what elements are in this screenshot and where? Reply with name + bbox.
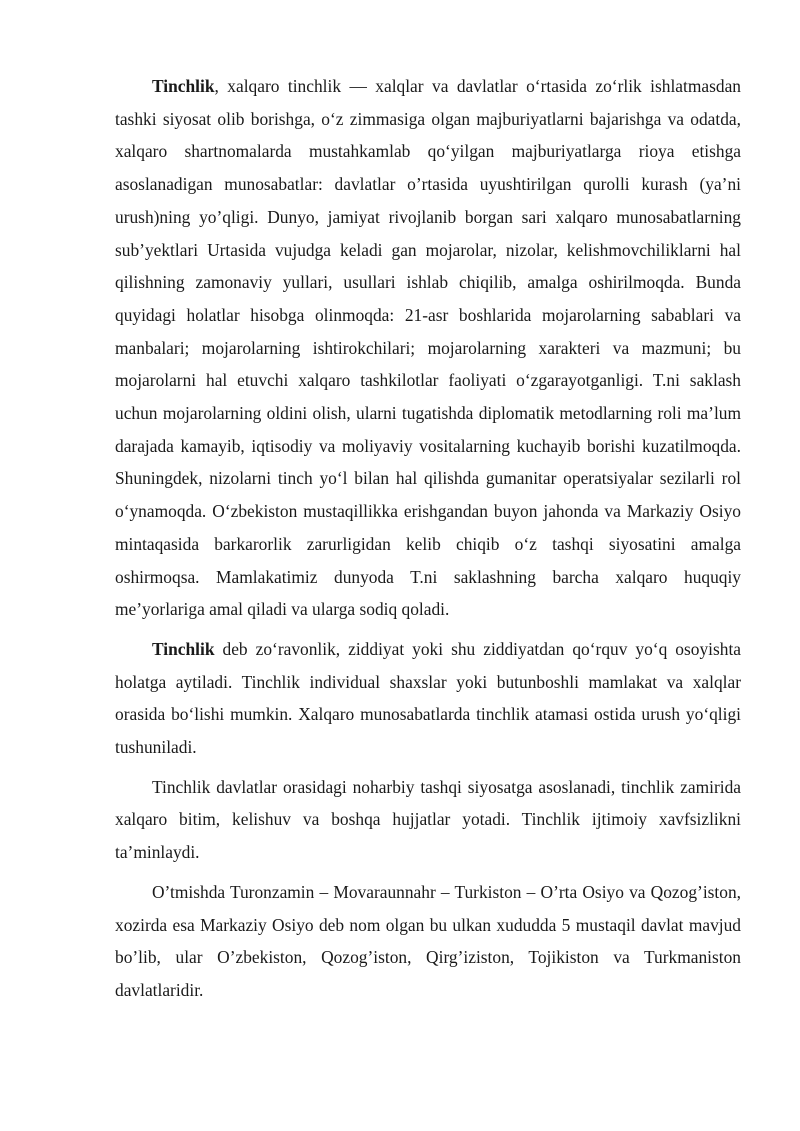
paragraph-2: [115, 633, 741, 764]
paragraph-4-text: O’tmishda Turonzamin – Movaraunnahr – Turkiston – O’rta Osiyo va Qozog’iston, xozirda esa Markaziy Osiyo deb nom olgan bu ulkan xududda 5 mustaqil davlat mavjud bo’lib, ular O’zbekiston, Qozog’iston, Qirg’iziston, Tojikiston va Turkmaniston davlatlaridir.: [115, 881, 741, 1000]
document-page: [115, 70, 741, 1007]
paragraph-1: [115, 70, 741, 626]
paragraph-3-text: Tinchlik davlatlar orasidagi noharbiy tashqi siyosatga asoslanadi, tinchlik zamirida xalqaro bitim, kelishuv va boshqa hujjatlar yotadi. Tinchlik ijtimoiy xavfsizlikni ta’minlaydi.: [115, 776, 741, 863]
paragraph-4: [115, 876, 741, 1007]
paragraph-2-text: deb zoʻravonlik, ziddiyat yoki shu ziddiyatdan qoʻrquv yoʻq osoyishta holatga aytiladi. Tinchlik individual shaxslar yoki butunboshli mamlakat va xalqlar orasida boʻlishi mumkin. Xalqaro munosabatlarda tinchlik atamasi ostida urush yoʻqligi tushuniladi.: [115, 638, 741, 758]
paragraph-1-text: , xalqaro tinchlik — xalqlar va davlatlar oʻrtasida zoʻrlik ishlatmasdan tashki siyosat olib borishga, oʻz zimmasiga olgan majburiyatlarni bajarishga va odatda, xalqaro shartnomalarda mustahkamlab qoʻyilgan majburiyatlarga rioya etishga asoslanadigan munosabatlar: davlatlar o’rtasida uyushtirilgan qurolli kurash (ya’ni urush)ning yo’qligi. Dunyo, jamiyat rivojlanib borgan sari xalqaro munosabatlarning sub’yektlari Urtasida vujudga keladi gan mojarolar, nizolar, kelishmovchiliklarni hal qilishning zamonaviy yullari, usullari ishlab chiqilib, amalga oshirilmoqda. Bunda quyidagi holatlar hisobga olinmoqda: 21-asr boshlarida mojarolarning sabablari va manbalari; mojarolarning ishtirokchilari; mojarolarning xarakteri va mazmuni; bu mojarolarni hal etuvchi xalqaro tashkilotlar faoliyati oʻzgarayotganligi. T.ni saklash uchun mojarolarning oldini olish, ularni tugatishda diplomatik metodlarning roli ma’lum darajada kamayib, iqtisodiy va moliyaviy vositalarning kuchayib borishi kuzatilmoqda. Shuningdek, nizolarni tinch yoʻl bilan hal qilishda gumanitar operatsiyalar sezilarli rol oʻynamoqda. Oʻzbekiston mustaqillikka erishgandan buyon jahonda va Markaziy Osiyo mintaqasida barkarorlik zarurligidan kelib chiqib oʻz tashqi siyosatini amalga oshirmoqsa. Mamlakatimiz dunyoda T.ni saklashning barcha xalqaro huquqiy me’yorlariga amal qiladi va ularga sodiq qoladi.: [115, 76, 741, 620]
paragraph-3: [115, 771, 741, 869]
paragraph-2-term: Tinchlik: [152, 638, 215, 659]
paragraph-1-term: Tinchlik: [152, 76, 215, 96]
